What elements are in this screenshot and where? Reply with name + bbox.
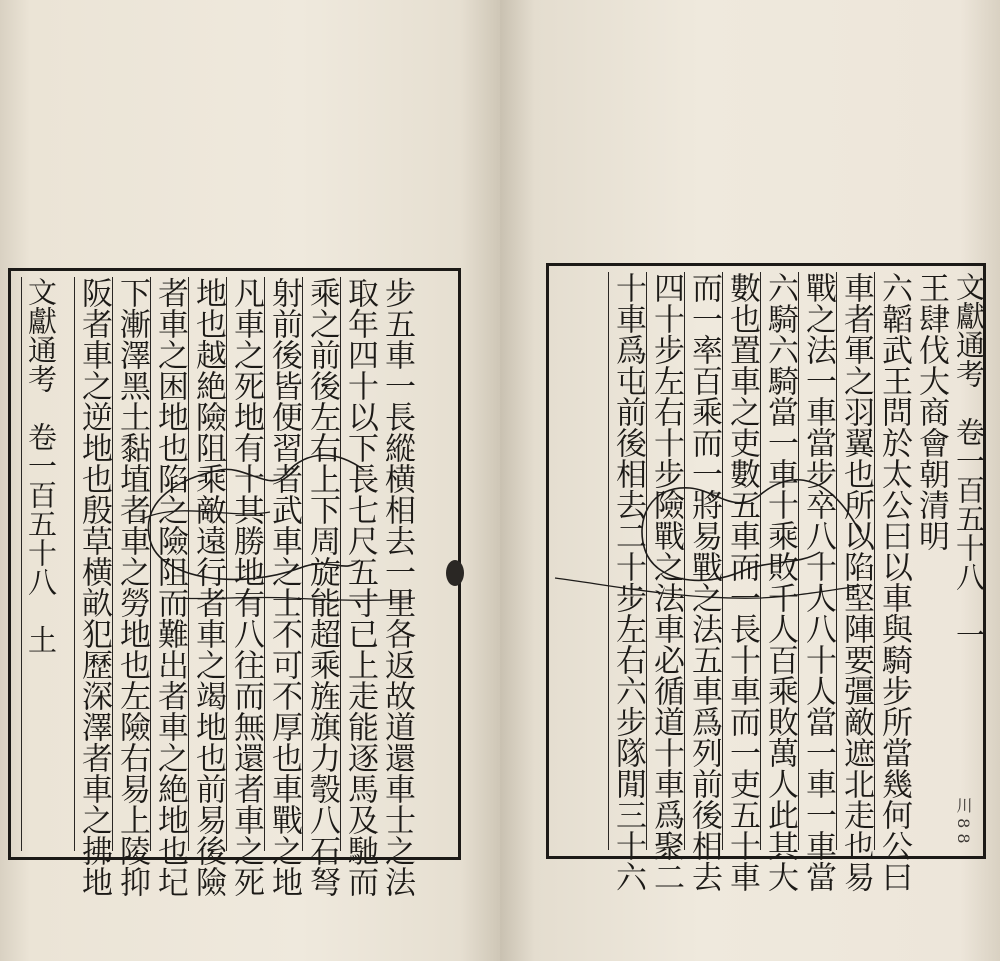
text-column: 四十步左右十步險戰之法車必循道十車爲聚二 [648,272,684,892]
text-column: 射前後皆便習者武車之士不可不厚也車戰之地 [266,277,302,897]
text-column: 步五車一長縱横相去一里各返故道還車士之法 [379,277,415,897]
text-column: 乘之前後左右上下周旋能超乘旌旗力彀八石弩 [304,277,340,897]
text-column: 凡車之死地有十其勝地有八往而無還者車之死 [228,277,264,897]
text-column: 六騎六騎當一車十乘敗千人百乘敗萬人此其大 [762,272,798,892]
left-text-frame [8,268,461,897]
text-column: 而一率百乘而一將易戰之法五車爲列前後相去 [686,272,722,892]
right-text-frame [546,263,986,892]
text-column: 戰之法一車當步卒八十人八十人當一車一車當 [800,272,836,892]
text-column: 取年四十以下長七尺五寸已上走能逐馬及馳而 [342,277,378,897]
center-margin-column: 文獻通考 卷一百五十八 土 [21,277,61,851]
text-column: 地也越絶險阻乘敵遠行者車之竭地也前易後險 [190,277,226,897]
text-column: 阪者車之逆地也殷草横畝犯歷深澤者車之拂地 [76,277,112,897]
right-center-margin: 文獻通考 卷一百五十八 一 川 8 8 [952,272,986,844]
text-column: 數也置車之吏數五車而一長十車而一吏五十車 [724,272,760,892]
ink-spot [446,560,464,586]
right-page [500,0,1000,961]
text-column: 六韜武王問於太公曰以車與騎步所當幾何公曰 [876,272,912,892]
text-column: 者車之困地也陷之險阻而難出者車之絶地也圮 [152,277,188,897]
side-note: 川 8 8 [954,797,973,844]
text-column: 車者軍之羽翼也所以陷堅陣要彊敵遮北走也易 [838,272,874,892]
text-column: 王肆伐大商會朝清明 [913,272,949,551]
text-column: 下漸澤黑土黏埴者車之勞地也左險右易上陵抑 [114,277,150,897]
text-column: 十車爲屯前後相去二十步左右六步隊閒三十六 [610,272,646,892]
